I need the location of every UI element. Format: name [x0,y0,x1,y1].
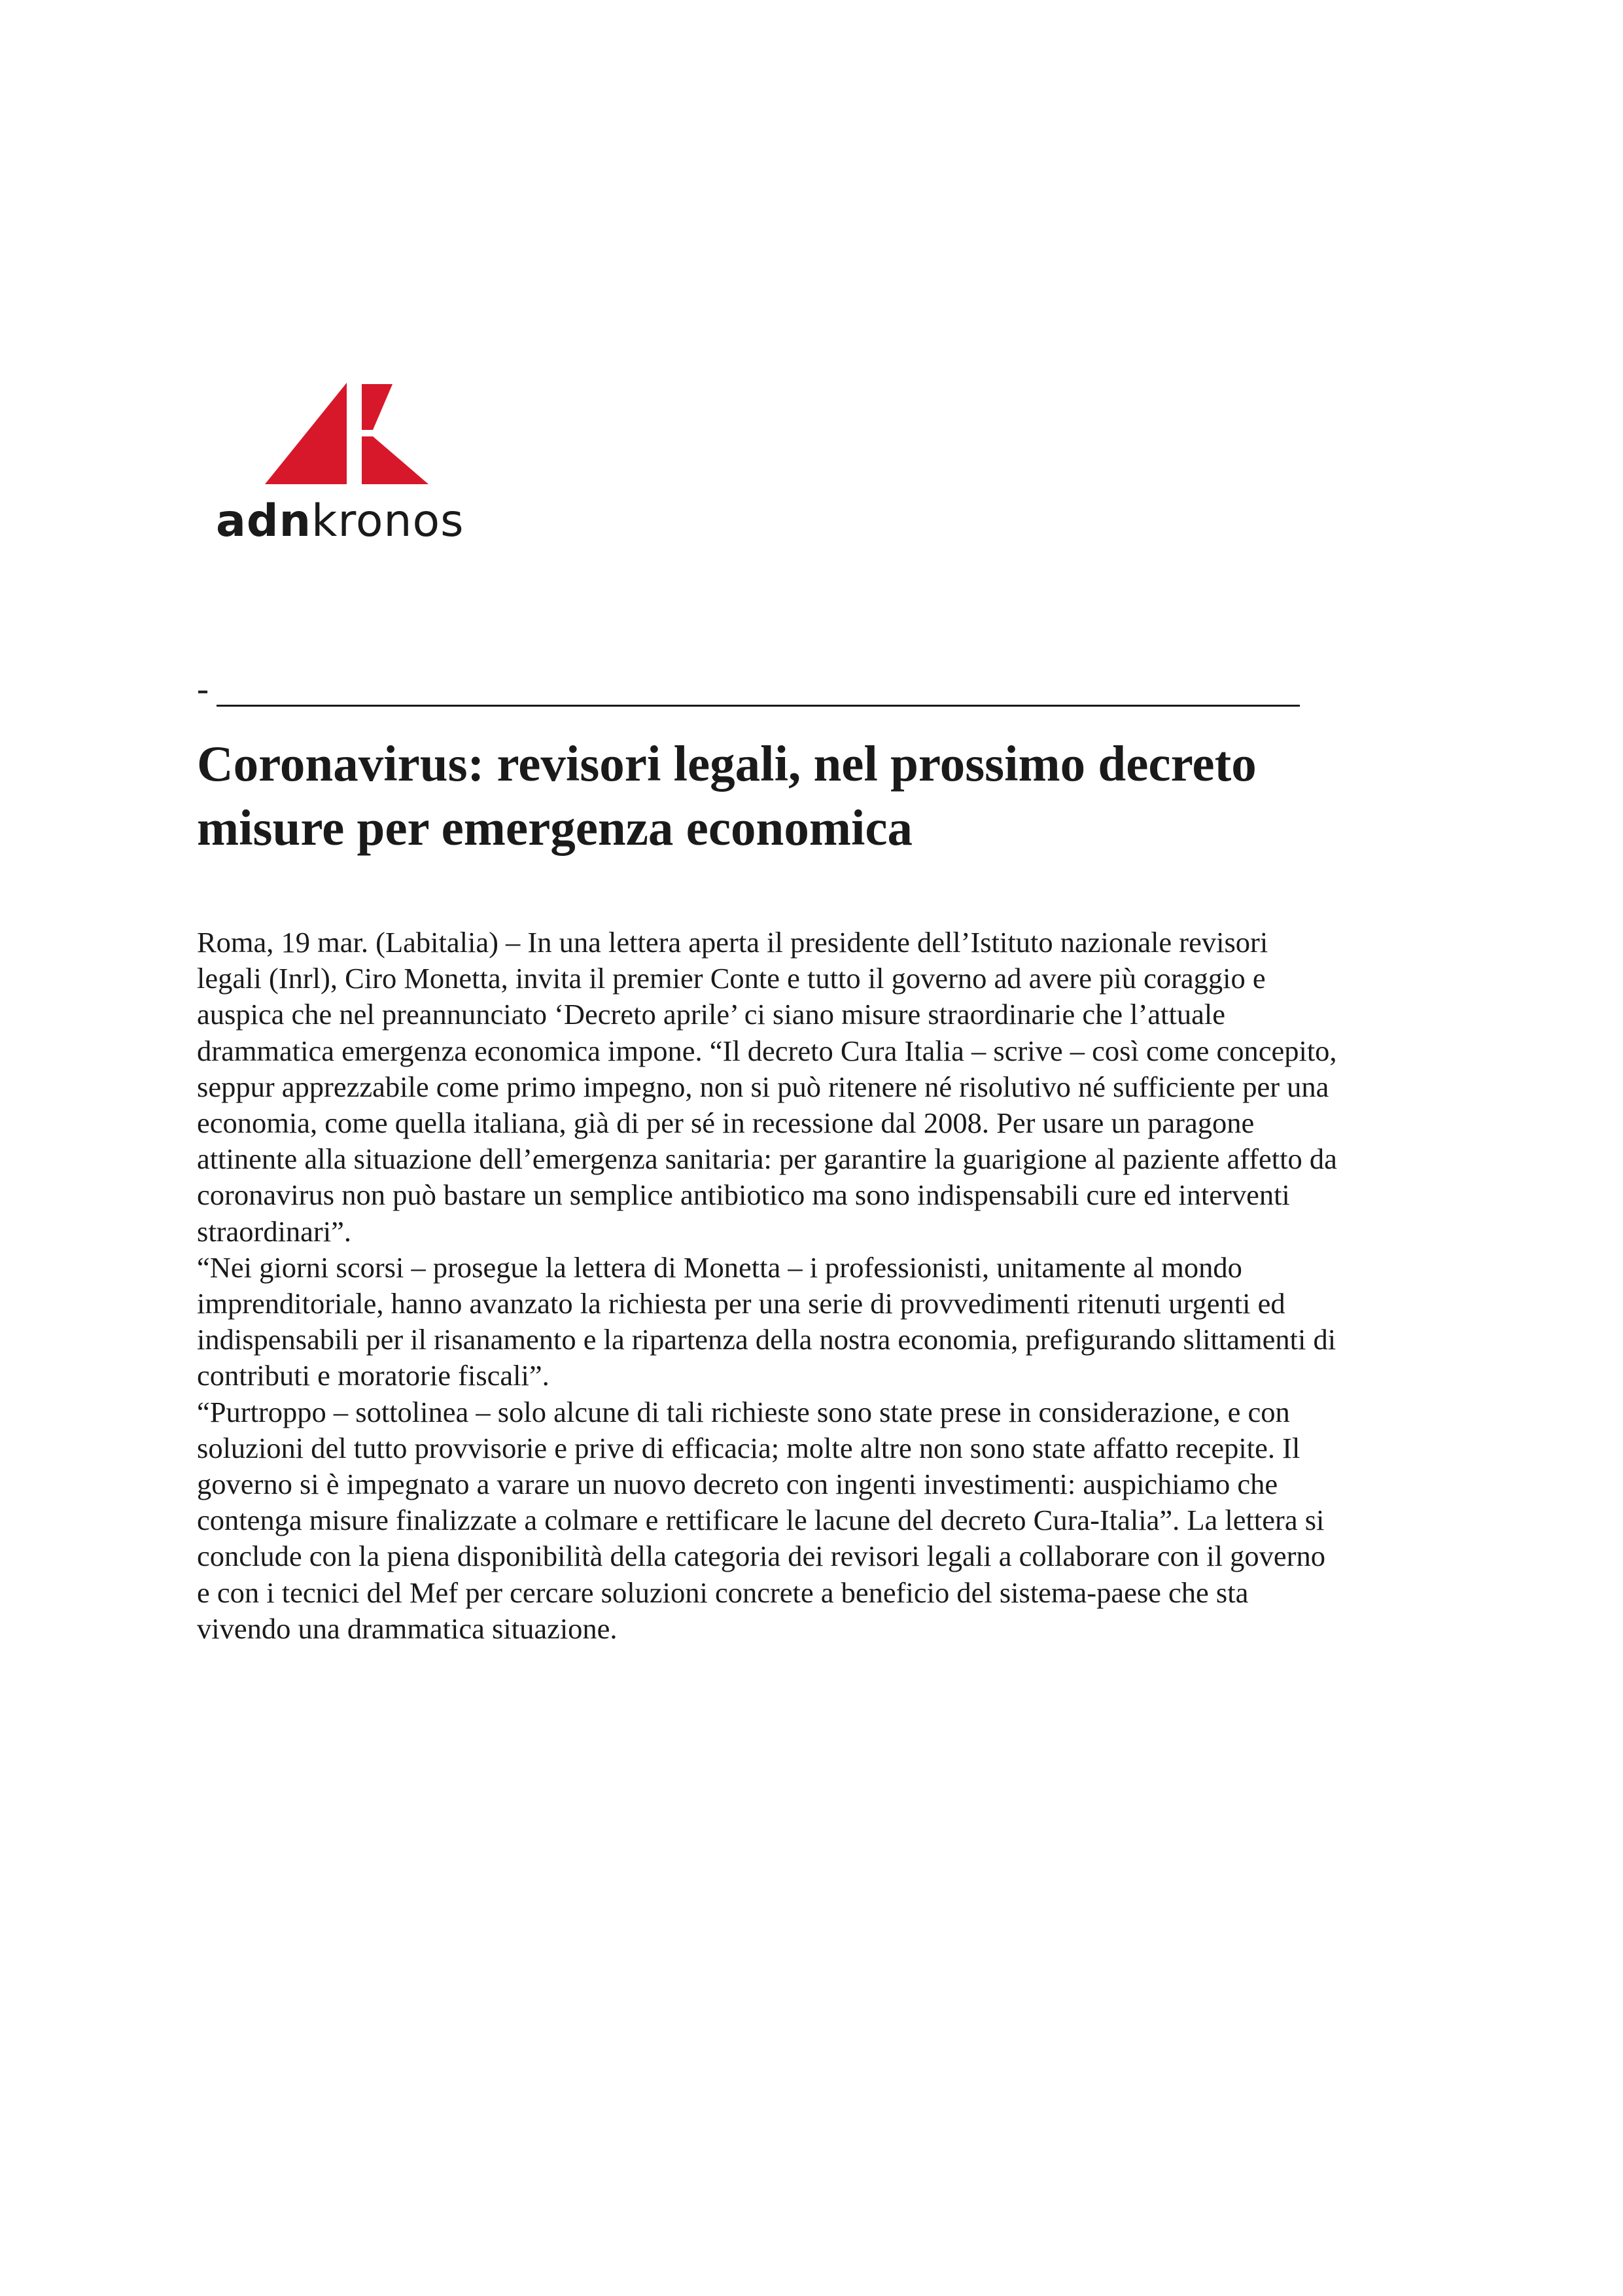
header-separator [197,671,1322,710]
logo-lower-chevron-shape [362,436,428,484]
article-line: straordinari”. [197,1214,351,1248]
separator-dash: - [197,669,209,708]
logo-triangle-shape [265,383,347,484]
article-line: e con i tecnici del Mef per cercare soluzioni concrete a beneficio del sistema-paese che sta [197,1576,1249,1609]
logo-text-bold: adn [216,495,311,547]
headline-line: Coronavirus: revisori legali, nel prossimo decreto [197,735,1257,792]
article-line: contributi e moratorie fiscali”. [197,1359,550,1392]
article-line: vivendo una drammatica situazione. [197,1612,618,1645]
article-line: “Nei giorni scorsi – prosegue la lettera di Monetta – i professionisti, unitamente al mondo [197,1250,1242,1284]
logo-text-regular: kronos [311,495,464,547]
article-line: conclude con la piena disponibilità della categoria dei revisori legali a collaborare con il governo [197,1540,1325,1573]
logo-upper-chevron-shape [362,384,393,430]
article-line: auspica che nel preannunciato ‘Decreto aprile’ ci siano misure straordinarie che l’attuale [197,998,1225,1031]
article-line: drammatica emergenza economica impone. “Il decreto Cura Italia – scrive – così come concepito, [197,1034,1337,1067]
article-line: attinente alla situazione dell’emergenza sanitaria: per garantire la guarigione al paziente affetto da [197,1142,1337,1176]
article-body [197,925,1453,1647]
adnkronos-wordmark [216,495,464,547]
article-line: seppur apprezzabile come primo impegno, non si può ritenere né risolutivo né sufficiente per una [197,1070,1329,1103]
article-line: coronavirus non può bastare un semplice antibiotico ma sono indispensabili cure ed interventi [197,1178,1290,1212]
article-line: legali (Inrl), Ciro Monetta, invita il premier Conte e tutto il governo ad avere più coraggio e [197,962,1266,995]
article-line: soluzioni del tutto provvisorie e prive di efficacia; molte altre non sono state affatto recepite. Il [197,1431,1300,1464]
separator-rule [217,705,1300,707]
article-headline [197,732,1440,860]
article-line: Roma, 19 mar. (Labitalia) – In una lettera aperta il presidente dell’Istituto nazionale revisori [197,926,1268,959]
article-line: indispensabili per il risanamento e la ripartenza della nostra economia, prefigurando slittamenti di [197,1323,1336,1356]
article-line: imprenditoriale, hanno avanzato la richiesta per una serie di provvedimenti ritenuti urgenti ed [197,1287,1285,1320]
article-line: contenga misure finalizzate a colmare e rettificare le lacune del decreto Cura-Italia”. La lettera si [197,1504,1325,1537]
adnkronos-mark-icon [265,383,435,487]
article-line: governo si è impegnato a varare un nuovo decreto con ingenti investimenti: auspichiamo che [197,1468,1278,1501]
headline-line: misure per emergenza economica [197,800,913,856]
article-line: “Purtroppo – sottolinea – solo alcune di tali richieste sono state prese in considerazione, e con [197,1395,1290,1428]
article-line: economia, come quella italiana, già di per sé in recessione dal 2008. Per usare un paragone [197,1106,1255,1140]
adnkronos-logo [209,383,484,559]
